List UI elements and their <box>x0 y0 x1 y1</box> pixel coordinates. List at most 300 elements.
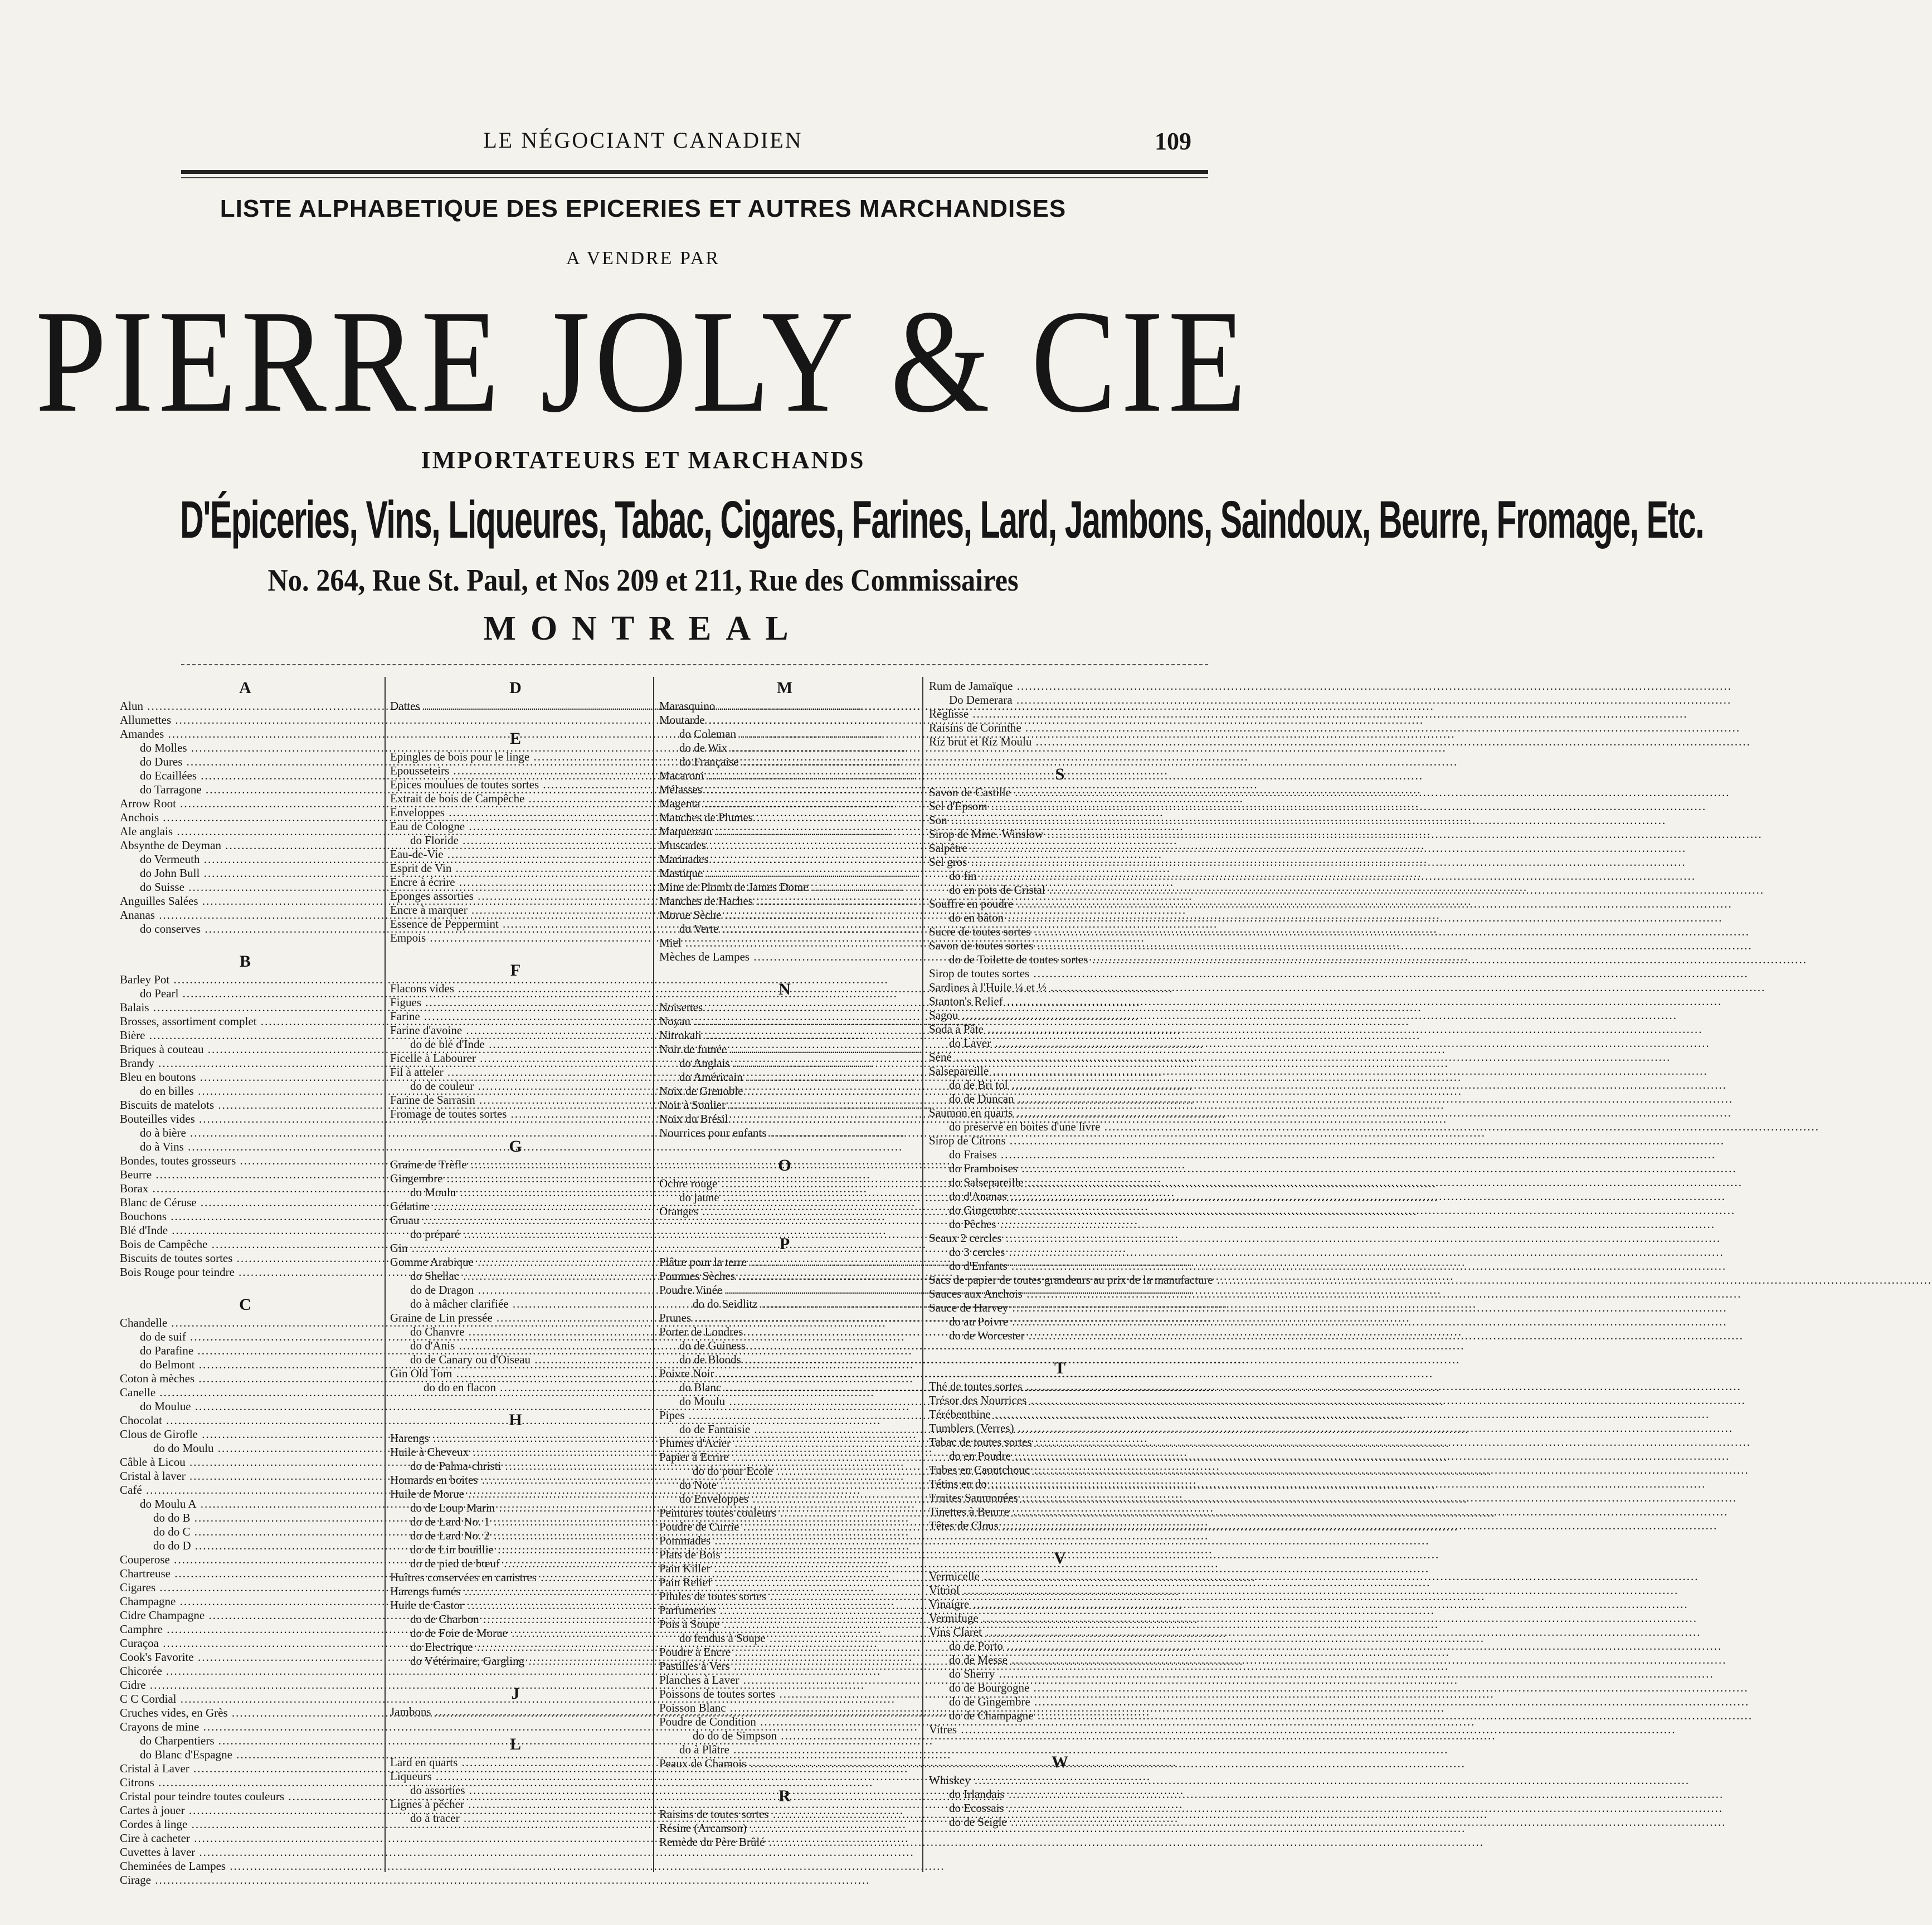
section-p <box>659 1233 910 1771</box>
list-item: Curaçoa ..... <box>120 1636 371 1650</box>
list-item: do do en flacon ..... <box>390 1381 641 1395</box>
list-item: do Blanc ..... <box>659 1381 910 1395</box>
list-item: Borax ..... <box>120 1182 371 1196</box>
list-top-rule <box>181 664 1208 665</box>
list-item: Sacs de papier de toutes grandeurs au prix de la manufacture ..... <box>929 1273 1191 1287</box>
list-item: do de Worcester ..... <box>929 1329 1191 1343</box>
list-item: Champagne ..... <box>120 1595 371 1609</box>
list-item: do en Poudre ..... <box>929 1449 1191 1463</box>
list-heading: LISTE ALPHABETIQUE DES EPICERIES ET AUTRES MARCHANDISES <box>220 195 1067 222</box>
list-item: do conserves ..... <box>120 922 371 936</box>
list-column-2 <box>390 677 641 1825</box>
list-item: Bouteilles vides ..... <box>120 1112 371 1126</box>
list-item: Sagou ..... <box>929 1008 1191 1022</box>
list-item: do Vétérinaire, Gargling ..... <box>390 1654 641 1668</box>
list-item: Lignes à pêcher ..... <box>390 1797 641 1811</box>
firm-name: PIERRE JOLY & CIE <box>35 279 1251 443</box>
section-letter: M <box>776 679 793 697</box>
list-item: Papier à Ecrire ..... <box>659 1450 910 1464</box>
list-item: Essence de Peppermint ..... <box>390 917 641 931</box>
list-item: Raisins de Corinthe ..... <box>929 721 1191 735</box>
list-item: Marinades ..... <box>659 852 910 866</box>
list-item: do en billes ..... <box>120 1084 371 1098</box>
list-item: Canelle ..... <box>120 1386 371 1400</box>
page-number: 109 <box>1155 128 1191 155</box>
column-divider <box>653 677 654 1872</box>
list-item: do de Champagne ..... <box>929 1709 1191 1723</box>
list-item: do de Fantaisie ..... <box>659 1422 910 1436</box>
section-f <box>390 959 641 1121</box>
list-item: Peintures toutes couleurs ..... <box>659 1506 910 1520</box>
section-b <box>120 951 371 1279</box>
section-v <box>929 1547 1191 1737</box>
list-item: Gin ..... <box>390 1241 641 1255</box>
list-item: do de Palma-christi ..... <box>390 1459 641 1473</box>
list-item: Enveloppes ..... <box>390 806 641 820</box>
list-item: Huile de Castor ..... <box>390 1599 641 1612</box>
list-item: Pastilles à Vers ..... <box>659 1659 910 1673</box>
list-item: do Irlandais ..... <box>929 1787 1191 1801</box>
list-item: do en pots de Cristal ..... <box>929 883 1191 897</box>
section-letter: W <box>1052 1753 1068 1771</box>
list-item: do Ecossais ..... <box>929 1801 1191 1815</box>
list-item: do Pêches ..... <box>929 1217 1191 1231</box>
list-item: Graine de Lin pressée ..... <box>390 1311 641 1325</box>
list-item: Chartreuse ..... <box>120 1567 371 1581</box>
list-item: do Fraises ..... <box>929 1148 1191 1162</box>
list-item: Mastique ..... <box>659 866 910 880</box>
header-rule-thin <box>181 177 1208 178</box>
list-item: Cristal pour teindre toutes couleurs ..... <box>120 1790 371 1804</box>
list-item: do de Bri tol ..... <box>929 1078 1191 1092</box>
list-item: Poivre Noir ..... <box>659 1367 910 1381</box>
list-item: Marasquino ..... <box>659 699 910 713</box>
list-item: Truites Saumonées ..... <box>929 1491 1191 1505</box>
list-item: Harengs ..... <box>390 1431 641 1445</box>
list-item: Porter de Londres ..... <box>659 1325 910 1339</box>
list-item: Cristal à laver ..... <box>120 1469 371 1483</box>
list-item: Gin Old Tom ..... <box>390 1367 641 1381</box>
list-item: do de Guiness ..... <box>659 1339 910 1353</box>
list-item: Brosses, assortiment complet ..... <box>120 1015 371 1029</box>
list-item: Arrow Root ..... <box>120 797 371 811</box>
list-item: do Sherry ..... <box>929 1667 1191 1681</box>
list-item: Poudre de Currie ..... <box>659 1520 910 1534</box>
section-letter: T <box>1054 1359 1065 1377</box>
list-item: Vermifuge ..... <box>929 1611 1191 1625</box>
list-item: Noir de fumée ..... <box>659 1042 910 1056</box>
list-item: Remède du Père Brûlé ..... <box>659 1835 910 1849</box>
list-item: Chandelle ..... <box>120 1316 371 1330</box>
list-item: do Verte ..... <box>659 922 910 936</box>
list-column-3 <box>659 677 910 1849</box>
list-item: do Salsepareille ..... <box>929 1176 1191 1190</box>
list-item: C C Cordial ..... <box>120 1692 371 1706</box>
list-item: Bois de Campêche ..... <box>120 1237 371 1251</box>
list-item: Homards en boites ..... <box>390 1473 641 1487</box>
list-item: Biscuits de toutes sortes ..... <box>120 1251 371 1265</box>
list-item: Plâtre pour la terre ..... <box>659 1255 910 1269</box>
list-item: Cidre ..... <box>120 1678 371 1692</box>
section-h <box>390 1409 641 1668</box>
section-letter: D <box>509 679 522 697</box>
list-column-4 <box>929 677 1213 1829</box>
list-item: Anchois ..... <box>120 811 371 825</box>
list-item: Raisins de toutes sortes ..... <box>659 1807 910 1821</box>
section-g <box>390 1135 641 1395</box>
list-item: Eau de Cologne ..... <box>390 820 641 834</box>
list-item: Cire à cacheter ..... <box>120 1831 371 1845</box>
list-item: Empois ..... <box>390 931 641 945</box>
list-item: do de Duncan ..... <box>929 1092 1191 1106</box>
list-item: Poudre Vinée ..... <box>659 1283 910 1297</box>
list-column-1 <box>120 677 371 1887</box>
column-divider <box>385 677 386 1872</box>
list-item: do Electrique ..... <box>390 1640 641 1654</box>
list-item: do d'Ananas ..... <box>929 1190 1191 1203</box>
list-item: Mine de Plomb de James Dome ..... <box>659 880 910 894</box>
list-item: Cigares ..... <box>120 1581 371 1595</box>
list-item: do Moulue ..... <box>120 1400 371 1414</box>
list-item: do de Lard No. 1 ..... <box>390 1515 641 1529</box>
list-item: do Française ..... <box>659 755 910 769</box>
list-item: do Blanc d'Espagne ..... <box>120 1748 371 1762</box>
section-r <box>659 1785 910 1849</box>
list-item: Crayons de mine ..... <box>120 1720 371 1734</box>
list-item: Manches de Plumes ..... <box>659 811 910 825</box>
list-item: Pipes ..... <box>659 1409 910 1422</box>
list-item: Jambons ..... <box>390 1705 641 1719</box>
list-item: Saumon en quarts ..... <box>929 1106 1191 1120</box>
list-item: do Floride ..... <box>390 834 641 847</box>
list-item: do Parafine ..... <box>120 1344 371 1358</box>
list-item: Bleu en boutons ..... <box>120 1070 371 1084</box>
list-item: do fin ..... <box>929 869 1191 883</box>
section-t <box>929 1357 1191 1533</box>
list-item: Sardines à l'Huile ¼ et ½ ..... <box>929 981 1191 995</box>
list-item: Huile à Cheveux ..... <box>390 1445 641 1459</box>
list-item: Cidre Champagne ..... <box>120 1609 371 1622</box>
list-item: Ananas ..... <box>120 908 371 922</box>
list-item: Vinaigre ..... <box>929 1597 1191 1611</box>
section-c <box>120 1294 371 1887</box>
list-item: Macaroni ..... <box>659 769 910 783</box>
list-item: Plumes d'Acier ..... <box>659 1436 910 1450</box>
list-item: Gélatine ..... <box>390 1200 641 1214</box>
list-item: Cheminées de Lampes ..... <box>120 1859 371 1873</box>
list-item: Do Demerara ..... <box>929 693 1191 707</box>
list-item: do John Bull ..... <box>120 866 371 880</box>
list-item: Térébenthine ..... <box>929 1407 1191 1421</box>
list-item: Vins Claret ..... <box>929 1625 1191 1639</box>
list-item: Eau-de-Vie ..... <box>390 847 641 861</box>
list-item: Miel ..... <box>659 936 910 950</box>
section-j <box>390 1683 641 1719</box>
list-item: Riz brut et Riz Moulu ..... <box>929 735 1191 749</box>
importers-line: IMPORTATEURS ET MARCHANDS <box>421 446 865 474</box>
list-item: do de Seigle ..... <box>929 1815 1191 1829</box>
list-item: Sirop de toutes sortes ..... <box>929 967 1191 981</box>
list-item: do Coleman ..... <box>659 727 910 741</box>
list-item: do à mâcher clarifiée ..... <box>390 1297 641 1311</box>
list-item: Allumettes ..... <box>120 713 371 727</box>
list-item: Sucre de toutes sortes ..... <box>929 925 1191 939</box>
list-item: do do C ..... <box>120 1525 371 1539</box>
section-letter: L <box>509 1735 521 1753</box>
list-item: Amandes ..... <box>120 727 371 741</box>
list-item: Balais ..... <box>120 1001 371 1015</box>
list-item: Encre à marquer ..... <box>390 903 641 917</box>
list-item: do de Porto ..... <box>929 1639 1191 1653</box>
list-item: Trésor des Nourrices ..... <box>929 1393 1191 1407</box>
list-item: Farine de Sarrasin ..... <box>390 1093 641 1107</box>
list-item: do en bâton ..... <box>929 911 1191 925</box>
list-item: Mèches de Lampes ..... <box>659 950 910 964</box>
list-item: do Moulu ..... <box>659 1395 910 1409</box>
list-item: Magenta ..... <box>659 797 910 811</box>
list-item: do Laver ..... <box>929 1036 1191 1050</box>
journal-title: LE NÉGOCIANT CANADIEN <box>483 128 803 153</box>
list-item: do de pied de bœuf ..... <box>390 1557 641 1571</box>
list-item: do assorties ..... <box>390 1783 641 1797</box>
list-item: Seaux 2 cercles ..... <box>929 1231 1191 1245</box>
section-a <box>120 677 371 936</box>
section-letter: P <box>779 1235 790 1253</box>
list-item: do do D ..... <box>120 1539 371 1553</box>
running-header <box>0 127 1286 160</box>
list-item: Sauce de Harvey ..... <box>929 1301 1191 1315</box>
list-item: Couperose ..... <box>120 1553 371 1567</box>
list-item: Poissons de toutes sortes ..... <box>659 1687 910 1701</box>
list-item: Blanc de Céruse ..... <box>120 1196 371 1210</box>
section-letter: J <box>511 1684 520 1703</box>
list-item: Tubes en Caoutchouc ..... <box>929 1463 1191 1477</box>
list-item: Alun ..... <box>120 699 371 713</box>
section-letter: A <box>239 679 251 697</box>
list-item: do Ecaillées ..... <box>120 769 371 783</box>
list-item: Séné ..... <box>929 1050 1191 1064</box>
list-item: do de Toilette de toutes sortes ..... <box>929 953 1191 967</box>
list-item: Flacons vides ..... <box>390 982 641 996</box>
list-item: do de Canary ou d'Oiseau ..... <box>390 1353 641 1367</box>
list-item: Ochre rouge ..... <box>659 1177 910 1191</box>
list-item: Pain Relief ..... <box>659 1576 910 1590</box>
list-item: do Pearl ..... <box>120 987 371 1001</box>
list-item: do jaune ..... <box>659 1191 910 1205</box>
list-item: Tétins en do ..... <box>929 1477 1191 1491</box>
section-l <box>390 1733 641 1825</box>
trades-line: D'Épiceries, Vins, Liqueures, Tabac, Cigares, Farines, Lard, Jambons, Saindoux, Beurre, Fromage, Etc. <box>180 491 1704 549</box>
list-item: Café ..... <box>120 1483 371 1497</box>
list-item: Pilules de toutes sortes ..... <box>659 1590 910 1604</box>
list-item: Noix de Grenoble ..... <box>659 1084 910 1098</box>
list-item: Lard en quarts ..... <box>390 1756 641 1770</box>
list-item: do do de Simpson ..... <box>659 1729 910 1743</box>
list-item: do préparé ..... <box>390 1227 641 1241</box>
list-item: do de Bourgogne ..... <box>929 1681 1191 1695</box>
list-item: do Suisse ..... <box>120 880 371 894</box>
list-item: Noix du Brésil ..... <box>659 1112 910 1126</box>
section-letter: S <box>1055 765 1065 783</box>
list-item: Eponges assorties ..... <box>390 889 641 903</box>
list-item: Epingles de bois pour le linge ..... <box>390 750 641 764</box>
list-item: do de Messe ..... <box>929 1653 1191 1667</box>
list-item: Savon de Castille ..... <box>929 786 1191 800</box>
list-item: Briques à couteau ..... <box>120 1042 371 1056</box>
list-item: Ale anglais ..... <box>120 825 371 839</box>
list-item: Fromage de toutes sortes ..... <box>390 1107 641 1121</box>
list-item: Graine de Trèfle ..... <box>390 1158 641 1172</box>
list-item: do au Poivre ..... <box>929 1315 1191 1329</box>
list-item: do do B ..... <box>120 1511 371 1525</box>
list-item: Vitriol ..... <box>929 1583 1191 1597</box>
list-item: Clous de Girofle ..... <box>120 1427 371 1441</box>
list-item: Manches de Haches ..... <box>659 894 910 908</box>
list-item: do Framboises ..... <box>929 1162 1191 1176</box>
list-item: Gingembre ..... <box>390 1172 641 1186</box>
list-item: do Molles ..... <box>120 741 371 755</box>
list-item: Chocolat ..... <box>120 1414 371 1427</box>
list-item: Cordes à linge ..... <box>120 1817 371 1831</box>
list-item: Biscuits de matelots ..... <box>120 1098 371 1112</box>
section-letter: R <box>778 1787 791 1805</box>
section-letter: N <box>778 980 791 998</box>
list-item: do de Lard No. 2 ..... <box>390 1529 641 1543</box>
list-item: do de Dragon ..... <box>390 1283 641 1297</box>
list-item: Maquereau ..... <box>659 825 910 839</box>
section-s <box>929 763 1213 1343</box>
list-item: Cook's Favorite ..... <box>120 1650 371 1664</box>
list-item: Bois Rouge pour teindre ..... <box>120 1265 371 1279</box>
list-item: Rum de Jamaïque ..... <box>929 679 1191 693</box>
list-item: Absynthe de Deyman ..... <box>120 839 371 852</box>
list-item: Nourrices pour enfants ..... <box>659 1126 910 1140</box>
list-item: do Vermeuth ..... <box>120 852 371 866</box>
list-item: Gruau ..... <box>390 1214 641 1227</box>
section-e <box>390 728 641 945</box>
list-item: Bondes, toutes grosseurs ..... <box>120 1154 371 1168</box>
list-item: do d'Anis ..... <box>390 1339 641 1353</box>
list-item: do 3 cercles ..... <box>929 1245 1191 1259</box>
section-w <box>929 1751 1191 1829</box>
list-item: Ficelle à Labourer ..... <box>390 1051 641 1065</box>
list-item: Noir à Soulier ..... <box>659 1098 910 1112</box>
list-item: Huile de Morue ..... <box>390 1487 641 1501</box>
list-item: Tinettes à Beurre ..... <box>929 1505 1191 1519</box>
section-continued <box>929 677 1191 749</box>
list-item: Figues ..... <box>390 996 641 1010</box>
list-item: Harengs fumés ..... <box>390 1585 641 1599</box>
list-item: Cruches vides, en Grès ..... <box>120 1706 371 1720</box>
list-item: Coton à mèches ..... <box>120 1372 371 1386</box>
list-item: Tabac de toutes sortes ..... <box>929 1435 1191 1449</box>
list-item: Son ..... <box>929 813 1191 827</box>
list-item: Farine d'avoine ..... <box>390 1024 641 1037</box>
list-item: do préservé en boites d'une livre ..... <box>929 1120 1191 1134</box>
list-item: do de blé d'Inde ..... <box>390 1037 641 1051</box>
list-item: do Chanvre ..... <box>390 1325 641 1339</box>
list-item: Whiskey ..... <box>929 1773 1191 1787</box>
section-letter: B <box>239 952 251 971</box>
list-item: do Américain ..... <box>659 1070 910 1084</box>
list-item: do de Gingembre ..... <box>929 1695 1191 1709</box>
list-item: do à bière ..... <box>120 1126 371 1140</box>
section-letter: C <box>239 1295 251 1314</box>
list-item: Cartes à jouer ..... <box>120 1804 371 1817</box>
list-item: Epousseteirs ..... <box>390 764 641 778</box>
list-item: Brandy ..... <box>120 1056 371 1070</box>
list-item: Sauces aux Anchois ..... <box>929 1287 1191 1301</box>
section-letter: E <box>509 729 521 748</box>
list-item: Savon de toutes sortes ..... <box>929 939 1191 953</box>
list-item: do Dures ..... <box>120 755 371 769</box>
list-item: do Belmont ..... <box>120 1358 371 1372</box>
list-item: Moutarde ..... <box>659 713 910 727</box>
list-item: do do Seidlitz ..... <box>659 1297 910 1311</box>
list-item: Parfumeries ..... <box>659 1604 910 1617</box>
list-item: Morue Sèche ..... <box>659 908 910 922</box>
section-m <box>659 677 910 964</box>
list-item: Noisettes ..... <box>659 1001 910 1015</box>
list-item: Salpêtre ..... <box>929 841 1191 855</box>
list-item: Plats de Bois ..... <box>659 1548 910 1562</box>
list-item: Farine ..... <box>390 1010 641 1024</box>
section-d <box>390 677 641 713</box>
list-item: Epices moulues de toutes sortes ..... <box>390 778 641 792</box>
list-item: Barley Pot ..... <box>120 973 371 987</box>
list-item: Planches à Laver ..... <box>659 1673 910 1687</box>
list-item: Résine (Arcanson) ..... <box>659 1821 910 1835</box>
list-item: do de Wix ..... <box>659 741 910 755</box>
list-item: Citrons ..... <box>120 1776 371 1790</box>
list-item: Souffre en poudre ..... <box>929 897 1191 911</box>
list-item: Dattes ..... <box>390 699 641 713</box>
list-item: do de Charbon ..... <box>390 1612 641 1626</box>
list-item: do de Lin bouillie ..... <box>390 1543 641 1557</box>
list-item: Réglisse ..... <box>929 707 1191 721</box>
list-item: Peaux de Chamois ..... <box>659 1757 910 1771</box>
list-item: Poudre de Condition ..... <box>659 1715 910 1729</box>
list-item: do Charpentiers ..... <box>120 1734 371 1748</box>
list-item: Extrait de bois de Campêche ..... <box>390 792 641 806</box>
sold-by-line: A VENDRE PAR <box>566 248 720 269</box>
list-item: Fil à atteler ..... <box>390 1065 641 1079</box>
header-rule <box>181 170 1208 174</box>
list-item: Nitrokali ..... <box>659 1029 910 1042</box>
list-item: Soda à Pâte ..... <box>929 1022 1191 1036</box>
list-item: do Shellac ..... <box>390 1269 641 1283</box>
list-item: do Moulu ..... <box>390 1186 641 1200</box>
list-item: do de Foie de Morue ..... <box>390 1626 641 1640</box>
list-item: Poisson Blanc ..... <box>659 1701 910 1715</box>
section-o <box>659 1154 910 1219</box>
list-item: Bière ..... <box>120 1029 371 1042</box>
list-item: Câble à Licou ..... <box>120 1455 371 1469</box>
list-item: do à Vins ..... <box>120 1140 371 1154</box>
list-item: Mélasses ..... <box>659 783 910 797</box>
section-letter: F <box>510 961 521 979</box>
list-item: do Anglais ..... <box>659 1056 910 1070</box>
city-line: MONTREAL <box>483 610 803 647</box>
section-letter: V <box>1054 1549 1066 1567</box>
list-item: Poudre à Encre ..... <box>659 1645 910 1659</box>
list-item: Liqueurs ..... <box>390 1770 641 1783</box>
list-item: Stanton's Relief ..... <box>929 995 1191 1008</box>
list-item: do de Loup Marin ..... <box>390 1501 641 1515</box>
section-letter: O <box>778 1156 791 1175</box>
list-item: Gomme Arabique ..... <box>390 1255 641 1269</box>
list-item: Chicorée ..... <box>120 1664 371 1678</box>
